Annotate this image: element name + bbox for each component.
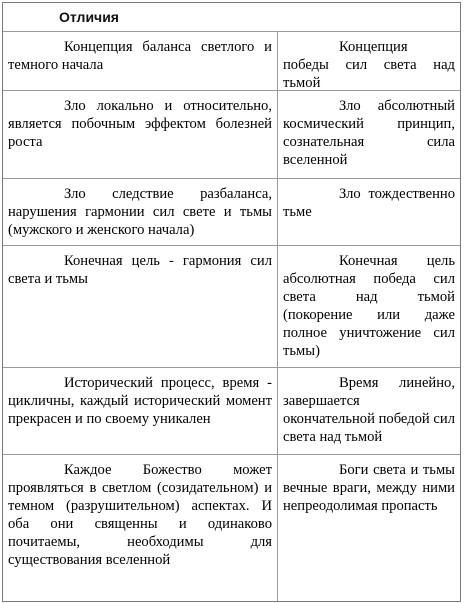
table-cell-right: Зло абсолютный космический принцип, сознательная сила вселенной xyxy=(283,98,455,168)
table-cell-left: Конечная цель - гармония сил света и тьмы xyxy=(3,246,278,367)
table-cell-left: Исторический процесс, время - цикличны, каждый исторический момент прекрасен и по своему уникален xyxy=(3,368,278,454)
table-cell-right: Время линейно, завершается окончательной победой сил света над тьмой xyxy=(283,375,455,445)
table-cell-right: Боги света и тьмы вечные враги, между ними непреодолимая пропасть xyxy=(283,462,455,514)
table-row xyxy=(3,179,460,246)
table-cell-right: Зло тождественно тьме xyxy=(283,186,455,220)
table-header-title: Отличия xyxy=(59,9,119,25)
table-row xyxy=(3,455,460,601)
table-cell-left: Каждое Божество может проявляться в светлом (созидательном) и темном (разрушительном) аспектах. И оба они священны и одинаково почитаемы, необходимы для существования вселенной xyxy=(3,455,278,601)
table-row xyxy=(3,368,460,455)
table-cell-right: Концепция победы сил света над тьмой xyxy=(283,39,455,90)
table-cell-left: Концепция баланса светлого и темного начала xyxy=(3,32,278,90)
table-row xyxy=(3,91,460,179)
table-cell-left: Зло локально и относительно, является побочным эффектом болезней роста xyxy=(3,91,278,178)
table-cell-left: Зло следствие разбаланса, нарушения гармонии сил свете и тьмы (мужского и женского начала) xyxy=(3,179,278,245)
table-header xyxy=(3,3,460,32)
table-row xyxy=(3,32,460,91)
table-cell-right: Конечная цель абсолютная победа сил света над тьмой (покорение или даже полное уничтожение сил тьмы) xyxy=(283,253,455,359)
comparison-table xyxy=(2,2,461,602)
table-row xyxy=(3,246,460,368)
